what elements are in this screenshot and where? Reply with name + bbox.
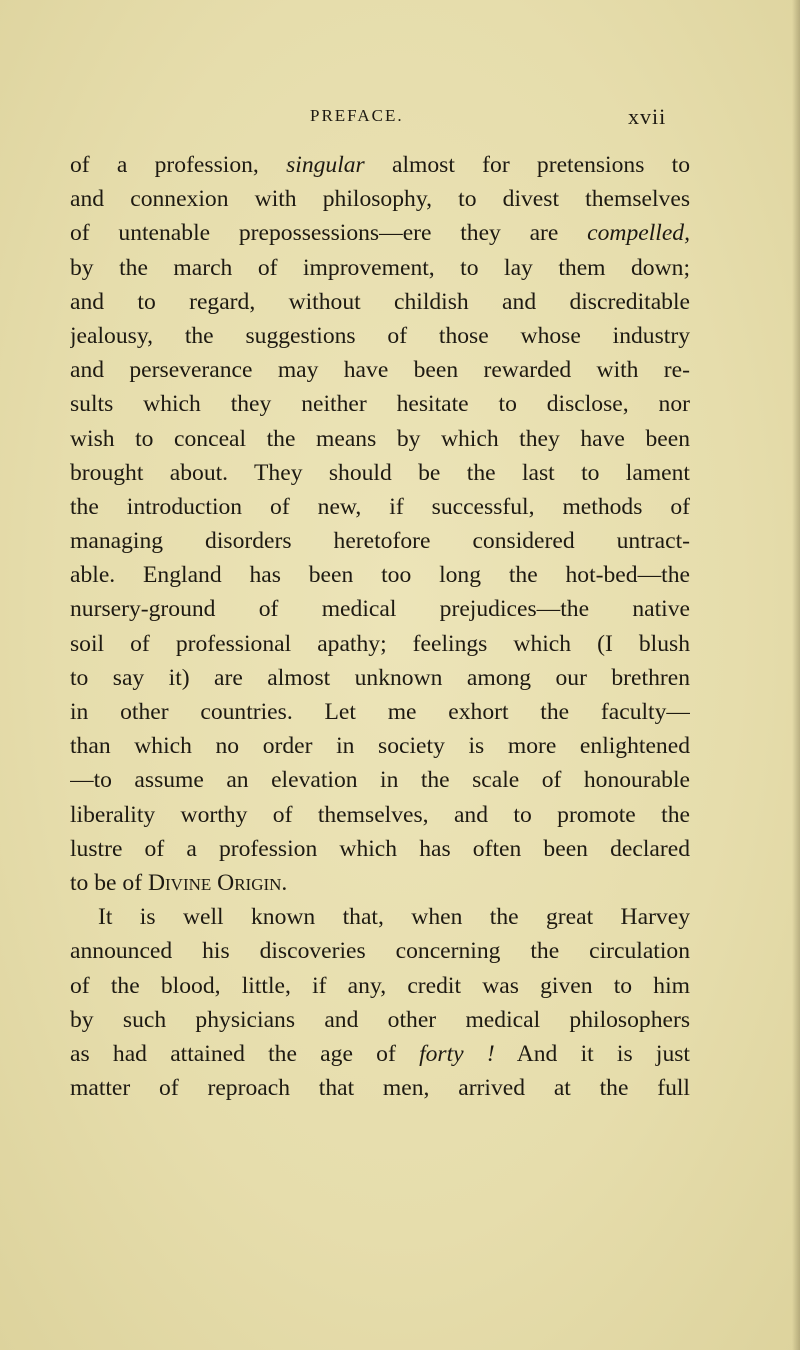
text-line <box>70 661 690 695</box>
line-text: and connexion with philosophy, to divest themselves <box>70 186 690 213</box>
line-text: sults which they neither hesitate to disclose, nor <box>70 391 690 418</box>
text-line <box>70 558 690 592</box>
text-line <box>70 387 690 421</box>
text-line <box>70 1071 690 1105</box>
line-text: brought about. They should be the last to lament <box>70 459 690 486</box>
line-text: matter of reproach that men, arrived at the full <box>70 1075 690 1102</box>
italic-text: forty ! <box>419 1040 495 1067</box>
line-text: in other countries. Let me exhort the faculty— <box>70 699 690 725</box>
line-text: than which no order in society is more enlightened <box>70 733 690 760</box>
text-line <box>70 627 690 661</box>
text-line <box>70 695 690 729</box>
line-text: It is well known that, when the great Harvey <box>98 904 690 931</box>
text-line <box>70 763 690 797</box>
line-text: and to regard, without childish and discreditable <box>70 288 690 315</box>
line-text: able. England has been too long the hot-bed—the <box>70 562 690 589</box>
text-line <box>70 251 690 285</box>
text-line <box>70 900 690 934</box>
text-line <box>70 798 690 832</box>
text-line <box>70 319 690 353</box>
line-text: announced his discoveries concerning the circulation <box>70 938 690 965</box>
text-line <box>70 1003 690 1037</box>
line-text: —to assume an elevation in the scale of honourable <box>70 767 690 794</box>
text-line <box>70 524 690 558</box>
line-text: to say it) are almost unknown among our brethren <box>70 664 690 691</box>
line-text: and perseverance may have been rewarded with re- <box>70 357 690 384</box>
line-text: to be of <box>70 869 148 896</box>
line-text: of a profession, <box>70 152 287 178</box>
italic-text: singular <box>286 152 365 178</box>
line-text: liberality worthy of themselves, and to promote the <box>70 801 690 828</box>
line-text: soil of professional apathy; feelings which (I blush <box>70 630 690 657</box>
page-number: xvii <box>628 104 667 129</box>
text-line <box>70 353 690 387</box>
line-text-after: And it is just <box>494 1040 690 1067</box>
line-text: of untenable prepossessions—ere they are <box>70 220 588 247</box>
line-text: as had attained the age of <box>70 1040 420 1067</box>
text-line <box>70 1037 690 1071</box>
line-text: nursery-ground of medical prejudices—the native <box>70 596 690 623</box>
text-line <box>70 934 690 968</box>
text-line <box>70 729 690 763</box>
text-line <box>70 832 690 866</box>
line-text: jealousy, the suggestions of those whose industry <box>70 322 690 349</box>
line-text: of the blood, little, if any, credit was given to him <box>70 972 690 999</box>
running-head <box>0 106 800 134</box>
text-line <box>70 182 690 216</box>
line-text: lustre of a profession which has often been declared <box>70 835 690 862</box>
small-caps-text: Divine Origin. <box>147 869 288 896</box>
running-head-title: PREFACE. <box>310 106 404 125</box>
line-text: managing disorders heretofore considered untract- <box>70 528 690 555</box>
line-text: wish to conceal the means by which they have been <box>70 425 690 452</box>
line-text: by the march of improvement, to lay them down; <box>70 254 690 281</box>
text-line <box>70 592 690 626</box>
line-text: the introduction of new, if successful, methods of <box>70 493 690 520</box>
text-line <box>70 866 690 900</box>
text-line <box>70 456 690 490</box>
text-line <box>70 490 690 524</box>
line-text-after: almost for pretensions to <box>364 152 690 178</box>
text-line <box>70 148 690 182</box>
page-edge-shadow <box>792 0 800 1350</box>
line-text: by such physicians and other medical philosophers <box>70 1006 690 1033</box>
text-line <box>70 969 690 1003</box>
text-line <box>70 216 690 250</box>
text-line <box>70 422 690 456</box>
italic-text: compelled, <box>587 220 690 247</box>
body-text <box>70 148 690 1105</box>
text-line <box>70 285 690 319</box>
